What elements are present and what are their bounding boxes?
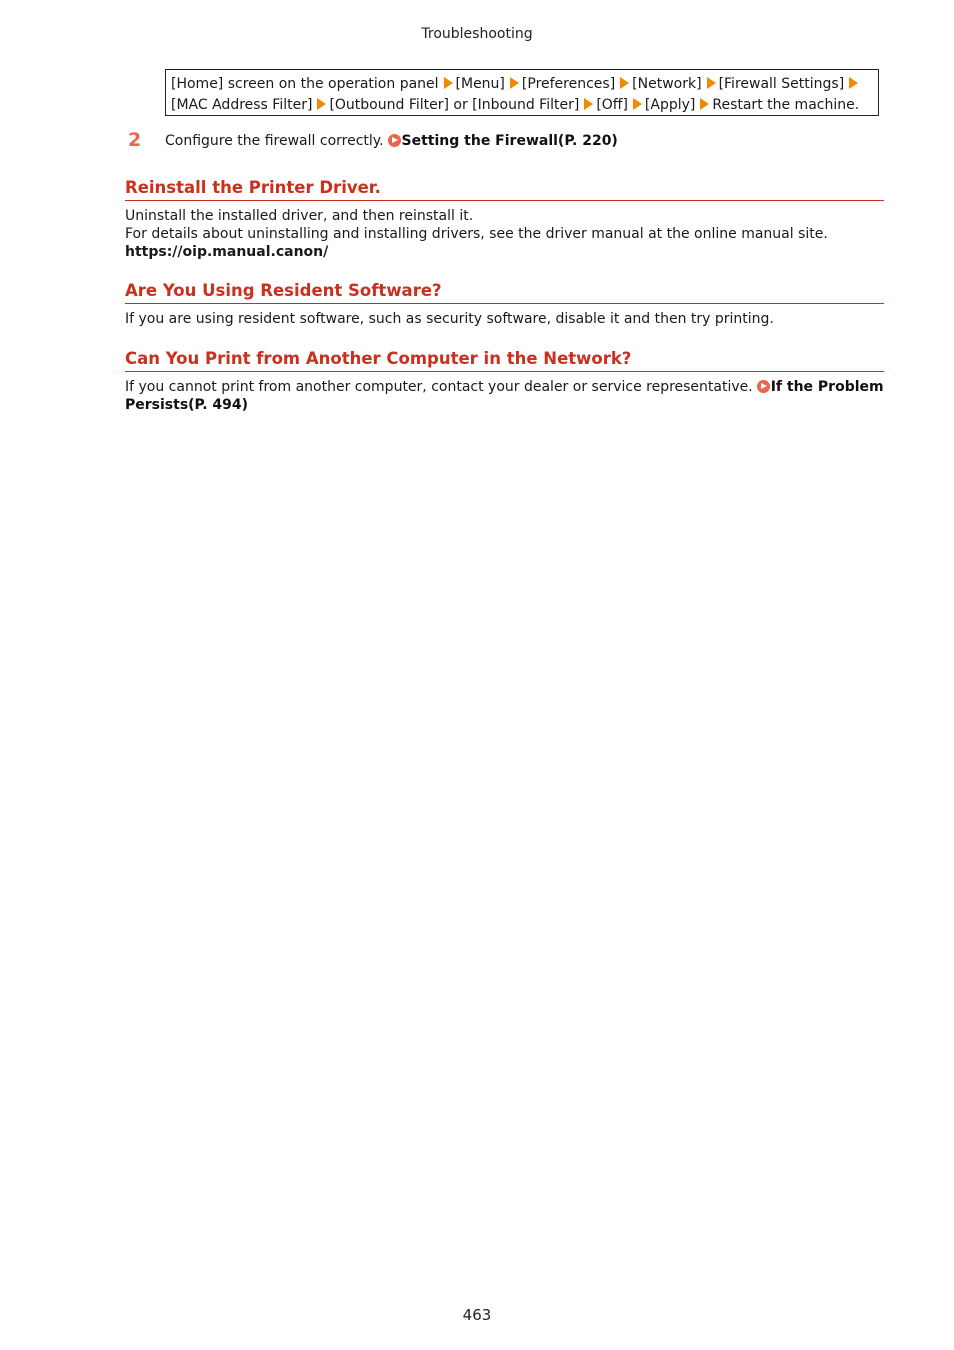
- arrow-right-icon: [620, 77, 629, 89]
- path-outbound-inbound-filter: [Outbound Filter] or [Inbound Filter]: [329, 97, 580, 113]
- menu-path-box: [165, 69, 879, 116]
- body-paragraph: [125, 378, 884, 414]
- section-resident-software: [125, 280, 884, 328]
- arrow-right-icon: [317, 98, 326, 110]
- section-heading: Can You Print from Another Computer in the Network?: [125, 348, 884, 372]
- arrow-right-icon: [584, 98, 593, 110]
- setting-firewall-link[interactable]: Setting the Firewall(P. 220): [401, 133, 618, 149]
- path-preferences: [Preferences]: [521, 76, 616, 92]
- section-reinstall-driver: [125, 177, 884, 261]
- section-heading: Reinstall the Printer Driver.: [125, 177, 884, 201]
- path-firewall-settings: [Firewall Settings]: [718, 76, 845, 92]
- path-off: [Off]: [596, 97, 628, 113]
- menu-path-line-2: [171, 95, 872, 116]
- section-heading: Are You Using Resident Software?: [125, 280, 884, 304]
- problem-persists-link-cont[interactable]: Persists(P. 494): [125, 397, 249, 413]
- arrow-right-icon: [510, 77, 519, 89]
- page-header-title: Troubleshooting: [421, 26, 533, 42]
- step-number: 2: [128, 129, 142, 151]
- step-instruction: [165, 131, 618, 151]
- path-restart: Restart the machine.: [712, 97, 860, 113]
- problem-persists-link[interactable]: If the Problem: [770, 379, 884, 395]
- arrow-right-icon: [700, 98, 709, 110]
- section-body: [125, 378, 884, 414]
- page-number: 463: [462, 1306, 492, 1324]
- arrow-right-icon: [633, 98, 642, 110]
- section-another-computer: [125, 348, 884, 414]
- arrow-right-icon: [444, 77, 453, 89]
- section-body: [125, 207, 884, 261]
- body-line: If you are using resident software, such as security software, disable it and then try printing.: [125, 311, 774, 327]
- path-home: [Home] screen on the operation panel: [171, 76, 439, 92]
- body-line: Uninstall the installed driver, and then reinstall it.: [125, 208, 474, 224]
- body-line: For details about uninstalling and installing drivers, see the driver manual at the online manual site.: [125, 226, 828, 242]
- body-line: If you cannot print from another computer, contact your dealer or service representative.: [125, 379, 753, 395]
- step-text: Configure the firewall correctly.: [165, 133, 384, 149]
- menu-path-line-1: [171, 74, 872, 95]
- path-menu: [Menu]: [455, 76, 505, 92]
- arrow-right-icon: [849, 77, 858, 89]
- section-body: [125, 310, 884, 328]
- path-mac-address-filter: [MAC Address Filter]: [171, 97, 313, 113]
- manual-site-url[interactable]: https://oip.manual.canon/: [125, 244, 329, 260]
- path-network: [Network]: [632, 76, 702, 92]
- link-arrow-icon: [388, 134, 401, 147]
- arrow-right-icon: [707, 77, 716, 89]
- link-arrow-icon: [757, 380, 770, 393]
- path-apply: [Apply]: [644, 97, 696, 113]
